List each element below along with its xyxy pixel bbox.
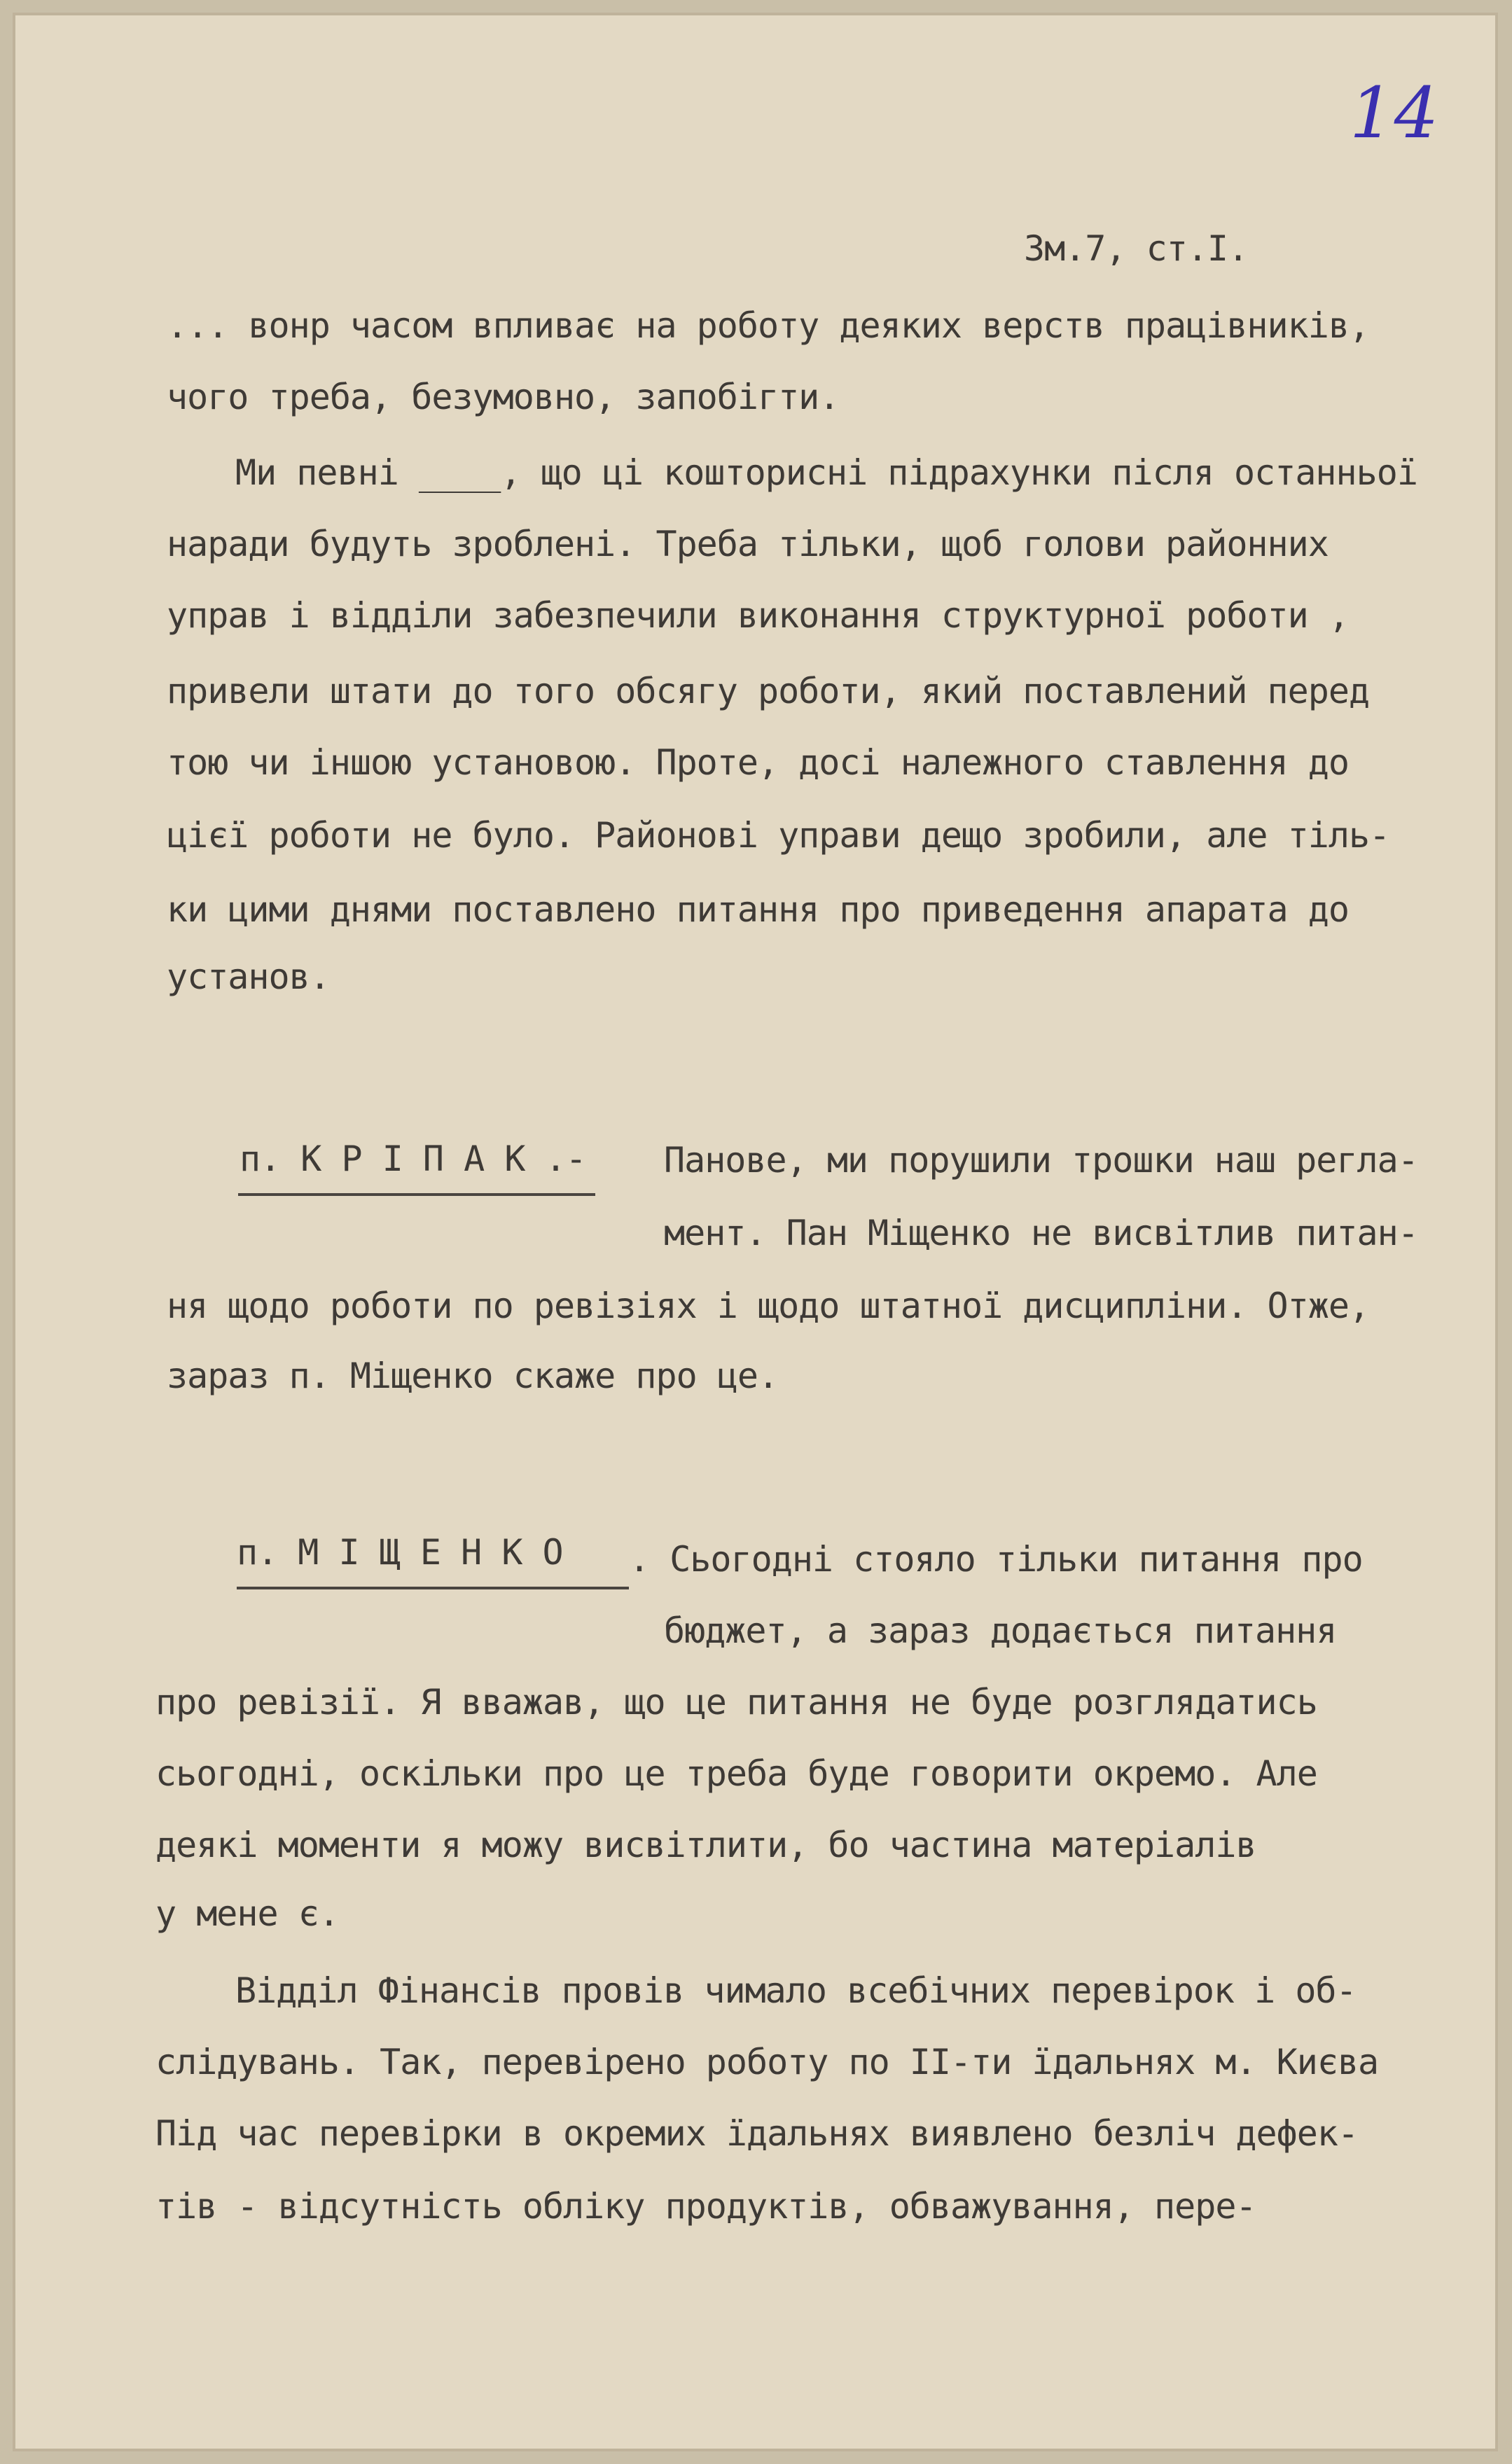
speaker-underline xyxy=(238,1193,595,1196)
text-line: тою чи іншою установою. Проте, досі належного ставлення до xyxy=(167,742,1349,783)
text-line: чого треба, безумовно, запобігти. xyxy=(167,377,840,417)
text-line: . Сьогодні стояло тільки питання про xyxy=(629,1539,1363,1580)
text-line: управ і відділи забезпечили виконання структурної роботи , xyxy=(167,595,1349,636)
speaker-name: п. М І Щ Е Н К О xyxy=(237,1532,563,1573)
text-line: цієї роботи не було. Районові управи дещо зробили, але тіль- xyxy=(167,815,1390,856)
text-line: Ми певні ____, що ці кошторисні підрахунки після останньої xyxy=(235,452,1417,493)
text-line: наради будуть зроблені. Треба тільки, щоб голови районних xyxy=(167,524,1329,564)
page-number: 14 xyxy=(1350,72,1439,154)
text-line: про ревізії. Я вважав, що це питання не буде розглядатись xyxy=(155,1682,1317,1722)
text-line: слідувань. Так, перевірено роботу по ІІ-ти їдальнях м. Києва xyxy=(155,2042,1379,2082)
text-line: Відділ Фінансів провів чимало всебічних перевірок і об- xyxy=(235,1970,1357,2011)
text-line: привели штати до того обсягу роботи, який поставлений перед xyxy=(167,671,1370,711)
text-line: ня щодо роботи по ревізіях і щодо штатної дисципліни. Отже, xyxy=(167,1286,1370,1326)
speaker-name: п. К Р І П А К .- xyxy=(240,1139,586,1179)
text-line: у мене є. xyxy=(155,1893,339,1934)
text-line: ки цими днями поставлено питання про приведення апарата до xyxy=(167,889,1349,930)
text-line: деякі моменти я можу висвітлити, бо частина матеріалів xyxy=(155,1825,1256,1865)
speaker-underline xyxy=(237,1587,629,1589)
text-line: тів - відсутність обліку продуктів, обважування, пере- xyxy=(155,2186,1256,2227)
text-line: Під час перевірки в окремих їдальнях виявлено безліч дефек- xyxy=(155,2113,1359,2154)
text-line: бюджет, а зараз додається питання xyxy=(664,1610,1337,1651)
text-line: зараз п. Міщенко скаже про це. xyxy=(167,1356,779,1396)
text-line: Панове, ми порушили трошки наш регла- xyxy=(664,1140,1418,1181)
text-line: ... вонр часом впливає на роботу деяких верств працівників, xyxy=(167,305,1370,346)
text-line: мент. Пан Міщенко не висвітлив питан- xyxy=(664,1213,1418,1253)
header-reference: Зм.7, ст.І. xyxy=(1024,228,1249,269)
text-line: сьогодні, оскільки про це треба буде говорити окремо. Але xyxy=(155,1753,1317,1794)
document-page xyxy=(13,13,1498,2451)
text-line: установ. xyxy=(167,956,330,997)
